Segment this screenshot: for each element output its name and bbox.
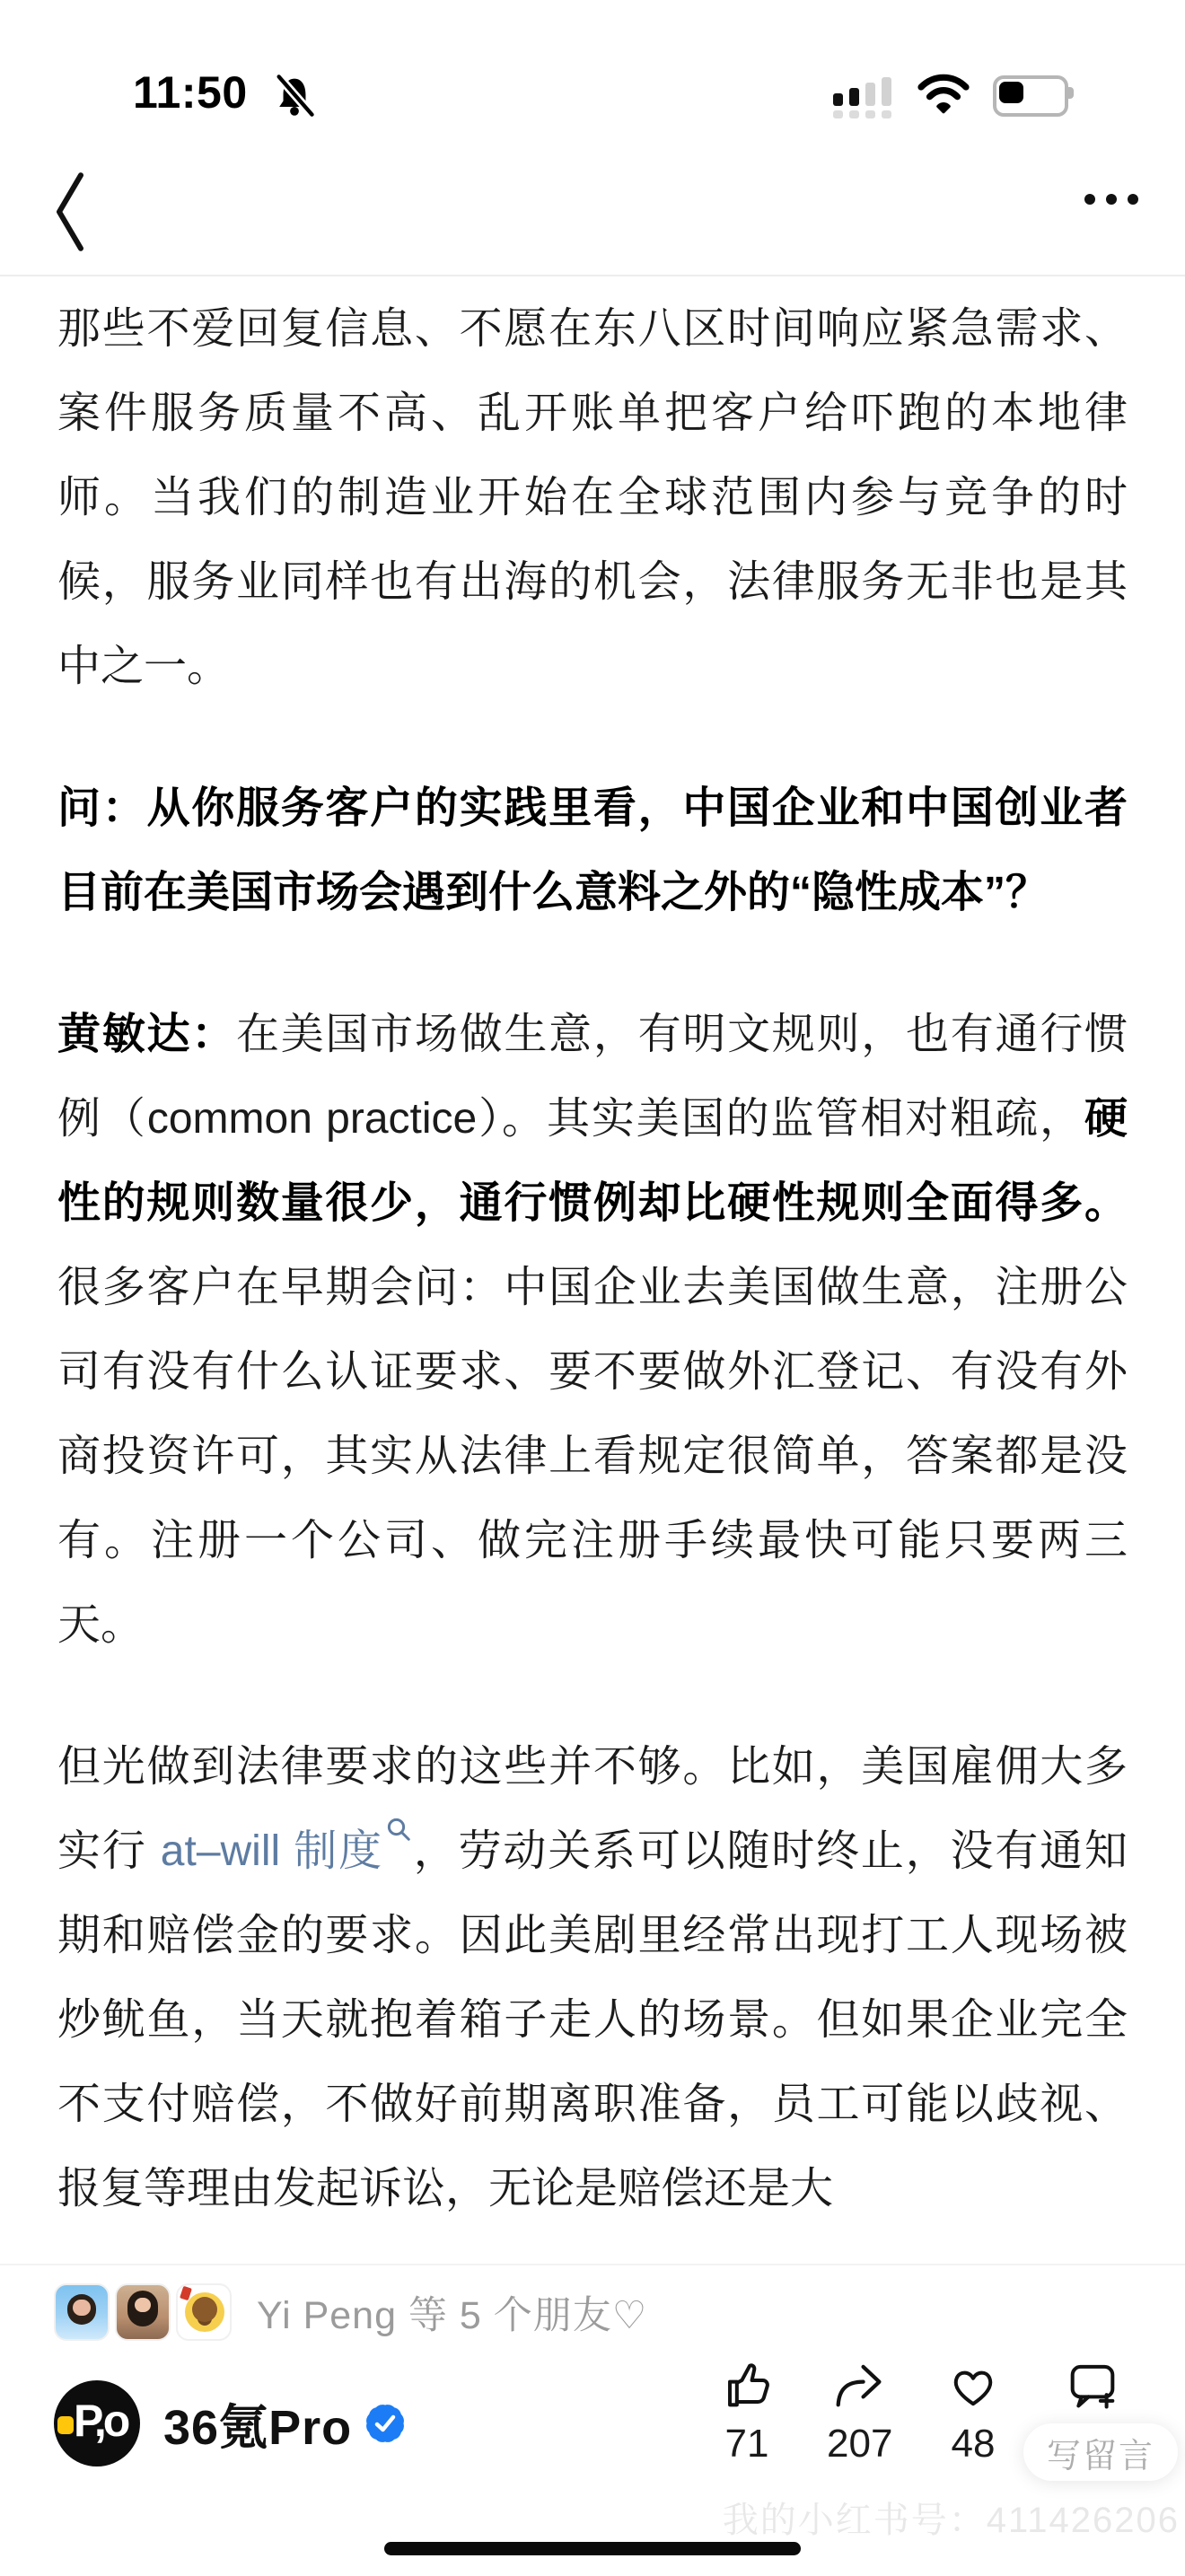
article-text-run: 很多客户在早期会问：中国企业去美国做生意，注册公司有没有什么认证要求、要不要做外汇登记、有没有外商投资许可，其实从法律上看规定很简单，答案都是没有。注册一个公司、做完注册手续最快可能只要两三天。 [57,1264,1128,1649]
heart-icon [947,2359,999,2411]
article-text-run: 那些不爱回复信息、不愿在东八区时间响应紧急需求、案件服务质量不高、乱开账单把客户给吓跑的本地律师。当我们的制造业开始在全球范围内参与竞争的时候，服务业同样也有出海的机会，法律服务无非也是其中之一。 [57,305,1128,690]
favorite-count: 48 [951,2422,996,2466]
article-text-run: 但光做到法律要求的这些并不够。比如，美国雇佣大多实行 [57,1743,1128,1875]
friend-avatar-1[interactable] [54,2283,110,2341]
battery-icon [993,66,1079,118]
comment-input-pill[interactable]: 写留言 [1023,2423,1178,2481]
cellular-signal-icon [833,66,894,118]
favorite-button[interactable] [942,2359,1005,2466]
like-count: 71 [724,2422,769,2466]
publisher-logo[interactable] [54,2380,140,2466]
notifications-muted-icon [271,72,318,118]
thumbs-up-icon [721,2359,773,2411]
status-bar [0,0,1185,153]
friend-avatar-3[interactable] [176,2283,232,2341]
article-text-run: 黄敏达： [57,1011,236,1058]
share-arrow-icon [832,2359,884,2411]
logo-yellow-accent [57,2416,74,2434]
share-button[interactable] [827,2359,893,2466]
logo-text: P,o [74,2396,127,2447]
friend-avatar-2[interactable] [115,2283,171,2341]
like-button[interactable] [715,2359,778,2466]
comment-bubble-icon [1066,2359,1119,2411]
article-body [57,287,1128,2289]
publisher-name: 36氪Pro [163,2400,353,2455]
article-text-run: 在美国市场做生意，有明文规则，也有通行惯例（common practice）。其实美国的监管相对粗疏， [57,1011,1128,1143]
share-count: 207 [827,2422,893,2466]
article-text-run: ，劳动关系可以随时终止，没有通知期和赔偿金的要求。因此美剧里经常出现打工人现场被炒鱿鱼，当天就抱着箱子走人的场景。但如果企业完全不支付赔偿，不做好前期离职准备，员工可能以歧视、报复等理由发起诉讼，无论是赔偿还是大 [57,1827,1128,2212]
publisher-row[interactable] [54,2380,404,2466]
article-paragraph [57,993,1128,1668]
at-will-link[interactable]: at–will 制度 [160,1827,383,1875]
friends-liked-row[interactable] [54,2283,647,2341]
clock: 11:50 [133,67,248,118]
comment-button[interactable] [1061,2359,1124,2411]
nav-bar [0,153,1185,276]
article-text-run: 问：从你服务客户的实践里看，中国企业和中国创业者目前在美国市场会遇到什么意料之外的“隐性成本”？ [57,784,1128,916]
bottom-panel [0,2264,1185,2576]
wifi-icon [916,66,971,118]
back-icon[interactable] [47,169,93,255]
article-paragraph [57,287,1128,709]
home-indicator [384,2542,801,2555]
article-text-run: 硬性的规则数量很少，通行惯例却比硬性规则全面得多。 [57,1095,1128,1227]
friends-label: Yi Peng 等 5 个朋友♡ [257,2293,648,2337]
nav-divider [0,275,1185,276]
verified-badge-icon [366,2405,404,2442]
article-paragraph [57,767,1128,935]
article-paragraph [57,1725,1128,2231]
search-superscript-icon[interactable] [385,1816,412,1843]
more-options-icon[interactable] [1084,194,1138,205]
watermark-text: 我的小红书号：411426206 [722,2501,1180,2540]
